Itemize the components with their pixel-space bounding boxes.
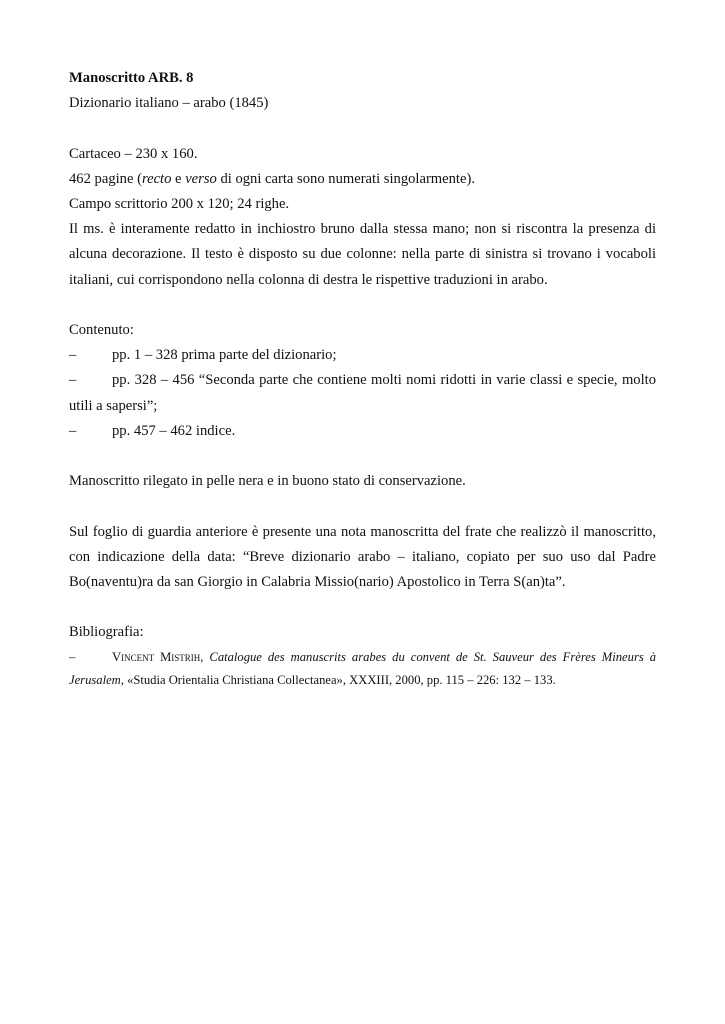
spacer	[69, 293, 656, 318]
pages-mid-text: e	[171, 170, 186, 187]
flyleaf-note-paragraph: Sul foglio di guardia anteriore è presente una nota manoscritta del frate che realizzò il manoscritto, con indicazione della data: “Breve dizionario arabo – italiano, copiato per suo uso dal Padre Bo(naventu)ra da san Giorgio in Calabria Missio(nario) Apostolico in Terra S(an)ta”.	[69, 523, 656, 590]
contents-item	[69, 368, 656, 418]
contents-heading: Contenuto:	[69, 322, 134, 338]
pages-post-text: di ogni carta sono numerati singolarmente).	[216, 170, 475, 187]
pages-pre-text: 462 pagine (	[69, 170, 142, 187]
bibliography-heading: Bibliografia:	[69, 624, 144, 641]
biblio-author: Vincent Mistrih	[112, 649, 201, 664]
manuscript-subtitle: Dizionario italiano – arabo (1845)	[69, 95, 269, 112]
biblio-comma: ,	[200, 649, 210, 664]
dash-bullet: –	[69, 347, 77, 364]
spacer	[69, 595, 656, 620]
spacer	[69, 116, 656, 141]
biblio-rest: «Studia Orientalia Christiana Collectanea», XXXIII, 2000, pp. 115 – 226: 132 – 133.	[123, 672, 556, 687]
binding-line: Manoscritto rilegato in pelle nera e in buono stato di conservazione.	[69, 473, 466, 490]
contents-item-text: pp. 328 – 456 “Seconda parte che contiene molti nomi ridotti in varie classi e specie, molto utili a sapersi”;	[69, 372, 656, 414]
manuscript-title: Manoscritto ARB. 8	[69, 70, 194, 86]
writing-area-line: Campo scrittorio 200 x 120; 24 righe.	[69, 196, 290, 212]
document-page	[69, 66, 656, 692]
dash-bullet: –	[69, 422, 77, 439]
recto-text: recto	[141, 170, 172, 187]
dash-bullet: –	[69, 649, 76, 664]
bibliography-entry	[69, 646, 656, 692]
material-line: Cartaceo – 230 x 160.	[69, 145, 198, 162]
contents-item-text: pp. 457 – 462 indice.	[112, 422, 236, 439]
spacer	[69, 444, 656, 469]
dash-bullet: –	[69, 372, 77, 389]
description-paragraph: Il ms. è interamente redatto in inchiostro bruno dalla stessa mano; non si riscontra la presenza di alcuna decorazione. Il testo è disposto su due colonne: nella parte di sinistra si trovano i vocaboli italiani, cui corrispondono nella colonna di destra le rispettive traduzioni in arabo.	[69, 221, 656, 288]
contents-item-text: pp. 1 – 328 prima parte del dizionario;	[112, 347, 337, 364]
contents-item	[69, 419, 656, 444]
spacer	[69, 494, 656, 519]
contents-item	[69, 343, 656, 368]
pages-line	[69, 167, 656, 192]
biblio-title: Catalogue des manuscrits arabes du convent de St. Sauveur des Frères Mineurs à Jerusalem,	[69, 649, 657, 687]
verso-text: verso	[185, 170, 217, 187]
